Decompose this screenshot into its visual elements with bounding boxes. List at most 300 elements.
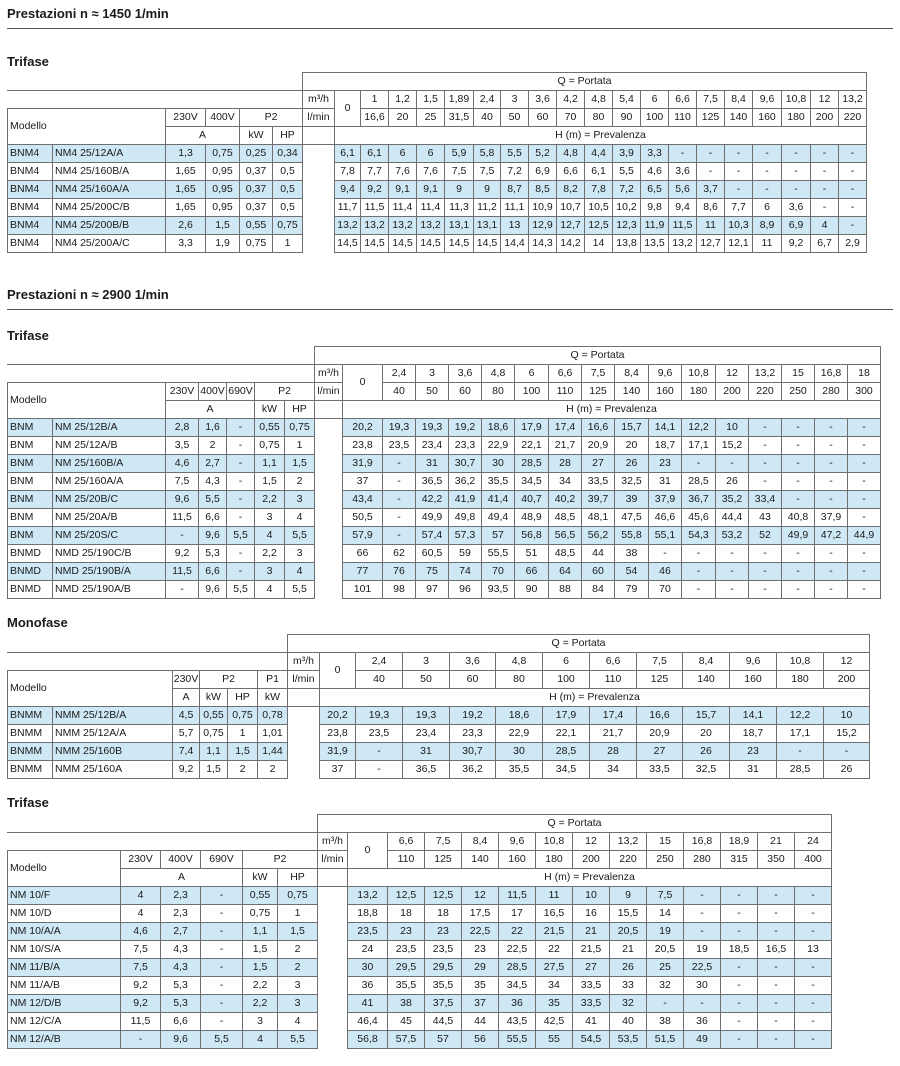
- flow-lmin-value: 220: [839, 109, 867, 127]
- head-value: 96: [449, 581, 482, 599]
- model-code: NM 10/D: [8, 905, 121, 923]
- electrical-value: 1,01: [258, 725, 288, 743]
- table-row: [8, 491, 881, 509]
- head-value: 10: [573, 887, 610, 905]
- head-value: 20,9: [582, 437, 615, 455]
- head-value: 8,5: [529, 181, 557, 199]
- electrical-value: 7,4: [173, 743, 200, 761]
- head-value: 14,5: [361, 235, 389, 253]
- flow-m3h-value: 2,4: [474, 91, 501, 109]
- head-value: 48,9: [515, 509, 549, 527]
- electrical-value: -: [227, 545, 255, 563]
- head-value: 45,6: [682, 509, 716, 527]
- flow-m3h-value: 4,8: [482, 365, 515, 383]
- head-value: 13,2: [389, 217, 417, 235]
- electrical-value: 2,6: [166, 217, 206, 235]
- electrical-value: 5,5: [201, 1031, 243, 1049]
- flow-lmin-value: 180: [782, 109, 811, 127]
- head-value: -: [782, 145, 811, 163]
- spacer-cell: [318, 1031, 348, 1049]
- model-code: BNM: [8, 527, 53, 545]
- head-value: 11: [536, 887, 573, 905]
- head-value: -: [777, 743, 824, 761]
- head-value: -: [782, 455, 815, 473]
- electrical-value: 0,75: [255, 437, 285, 455]
- head-value: 35,5: [482, 473, 515, 491]
- head-value: 7,5: [474, 163, 501, 181]
- electrical-value: 4: [278, 1013, 318, 1031]
- head-value: 90: [515, 581, 549, 599]
- flow-m3h-value: 9,6: [730, 653, 777, 671]
- head-value: 56,8: [348, 1031, 388, 1049]
- head-value: -: [815, 491, 848, 509]
- head-value: 11,1: [501, 199, 529, 217]
- head-value: -: [758, 977, 795, 995]
- model-code: BNM4: [8, 181, 53, 199]
- portata-header: Q = Portata: [315, 347, 881, 365]
- head-value: 19: [647, 923, 684, 941]
- head-value: -: [697, 163, 725, 181]
- flow-m3h-value: 10,8: [682, 365, 716, 383]
- head-value: 27,5: [536, 959, 573, 977]
- electrical-value: 4,3: [161, 941, 201, 959]
- model-code: NM 12/A/B: [8, 1031, 121, 1049]
- flow-m3h-value: 6,6: [669, 91, 697, 109]
- electrical-value: -: [201, 905, 243, 923]
- head-value: -: [758, 923, 795, 941]
- flow-m3h-value: 1,89: [445, 91, 474, 109]
- head-value: 9: [610, 887, 647, 905]
- head-value: 5,6: [669, 181, 697, 199]
- electrical-value: 4: [285, 563, 315, 581]
- head-value: -: [811, 163, 839, 181]
- voltage-230-header: 230V: [173, 671, 200, 689]
- head-value: 56,8: [515, 527, 549, 545]
- electrical-value: 2,2: [255, 491, 285, 509]
- spacer-cell: [315, 473, 343, 491]
- table-row: [8, 1031, 832, 1049]
- head-value: -: [839, 217, 867, 235]
- head-value: -: [824, 743, 870, 761]
- head-value: 12,1: [725, 235, 753, 253]
- spacer-cell: [315, 563, 343, 581]
- head-value: 22,1: [543, 725, 590, 743]
- electrical-value: 3: [278, 977, 318, 995]
- electrical-value: 0,25: [240, 145, 273, 163]
- electrical-value: 1,9: [206, 235, 240, 253]
- head-value: -: [383, 527, 416, 545]
- table-subtitle: Monofase: [7, 615, 68, 630]
- head-value: 56: [462, 1031, 499, 1049]
- flow-lmin-value: 80: [482, 383, 515, 401]
- head-value: -: [684, 887, 721, 905]
- section-divider: [7, 309, 893, 310]
- head-value: 19,3: [416, 419, 449, 437]
- head-value: 39: [615, 491, 649, 509]
- electrical-value: 3: [285, 545, 315, 563]
- head-value: -: [839, 181, 867, 199]
- head-value: 31,9: [320, 743, 356, 761]
- model-name: NMD 25/190C/B: [53, 545, 166, 563]
- head-value: 11,2: [474, 199, 501, 217]
- hp-unit-header: HP: [278, 869, 318, 887]
- flow-lmin-value: 400: [795, 851, 832, 869]
- head-value: 15,5: [610, 905, 647, 923]
- head-value: 23: [425, 923, 462, 941]
- electrical-value: 1: [285, 437, 315, 455]
- modello-header: Modello: [8, 671, 173, 707]
- electrical-value: 1: [228, 725, 258, 743]
- model-code: NM 11/B/A: [8, 959, 121, 977]
- model-code: BNMM: [8, 761, 53, 779]
- head-value: 23: [730, 743, 777, 761]
- head-value: 16,6: [637, 707, 683, 725]
- flow-m3h-value: 18,9: [721, 833, 758, 851]
- head-value: 28,5: [777, 761, 824, 779]
- head-value: -: [721, 905, 758, 923]
- electrical-value: 0,55: [240, 217, 273, 235]
- head-value: 51: [515, 545, 549, 563]
- head-value: 66: [515, 563, 549, 581]
- head-value: 49: [684, 1031, 721, 1049]
- head-value: 23,4: [403, 725, 450, 743]
- head-value: 9: [445, 181, 474, 199]
- electrical-value: 4: [285, 509, 315, 527]
- head-value: 28,5: [682, 473, 716, 491]
- head-value: 29: [462, 959, 499, 977]
- head-value: 5,5: [613, 163, 641, 181]
- electrical-value: 3,5: [166, 437, 199, 455]
- flow-lmin-value: 125: [582, 383, 615, 401]
- head-value: 33,4: [749, 491, 782, 509]
- unit-lmin-label: l/min: [318, 851, 348, 869]
- head-value: 44: [582, 545, 615, 563]
- head-value: 46,6: [649, 509, 682, 527]
- head-value: 5,8: [474, 145, 501, 163]
- head-value: 11,5: [361, 199, 389, 217]
- electrical-value: 5,5: [285, 527, 315, 545]
- head-value: 55,5: [499, 1031, 536, 1049]
- head-value: 34,5: [515, 473, 549, 491]
- head-value: 31,9: [343, 455, 383, 473]
- head-value: 14,5: [335, 235, 361, 253]
- spacer-cell: [315, 491, 343, 509]
- head-value: -: [697, 145, 725, 163]
- voltage-400-header: 400V: [206, 109, 240, 127]
- section-title: Prestazioni n ≈ 2900 1/min: [7, 287, 169, 302]
- head-value: -: [725, 163, 753, 181]
- flow-m3h-value: 7,5: [582, 365, 615, 383]
- head-value: 49,8: [449, 509, 482, 527]
- spacer-cell: [318, 887, 348, 905]
- table-row: [8, 437, 881, 455]
- table-subtitle: Trifase: [7, 328, 49, 343]
- model-name: NMD 25/190A/B: [53, 581, 166, 599]
- head-value: 26: [683, 743, 730, 761]
- head-value: 16,5: [758, 941, 795, 959]
- head-value: 44,4: [716, 509, 749, 527]
- head-value: -: [716, 455, 749, 473]
- electrical-value: 9,2: [121, 977, 161, 995]
- head-value: 57: [425, 1031, 462, 1049]
- flow-m3h-value: 13,2: [749, 365, 782, 383]
- electrical-value: 5,7: [173, 725, 200, 743]
- spacer-cell: [303, 163, 335, 181]
- electrical-value: 0,55: [255, 419, 285, 437]
- head-value: 11,7: [335, 199, 361, 217]
- flow-m3h-value: 10,8: [536, 833, 573, 851]
- head-value: 41,4: [482, 491, 515, 509]
- hp-unit-header: HP: [273, 127, 303, 145]
- electrical-value: 0,55: [243, 887, 278, 905]
- head-value: 40,7: [515, 491, 549, 509]
- head-value: 36,5: [403, 761, 450, 779]
- flow-lmin-value: 140: [615, 383, 649, 401]
- head-value: -: [684, 995, 721, 1013]
- electrical-value: 1,3: [166, 145, 206, 163]
- unit-m3h-label: m³/h: [288, 653, 320, 671]
- flow-lmin-value: 110: [388, 851, 425, 869]
- table-row: [8, 235, 867, 253]
- head-value: 12,5: [425, 887, 462, 905]
- head-value: 56,2: [582, 527, 615, 545]
- head-value: -: [848, 437, 881, 455]
- head-value: 34: [536, 977, 573, 995]
- head-value: 9,1: [417, 181, 445, 199]
- head-value: 6,9: [782, 217, 811, 235]
- p2-header: P2: [255, 383, 315, 401]
- electrical-value: 1,5: [200, 761, 228, 779]
- electrical-value: 3: [255, 563, 285, 581]
- model-name: NMM 25/12B/A: [53, 707, 173, 725]
- head-value: -: [669, 145, 697, 163]
- head-value: -: [716, 581, 749, 599]
- flow-lmin-value: 280: [684, 851, 721, 869]
- flow-m3h-value: 6,6: [549, 365, 582, 383]
- electrical-value: 5,5: [227, 527, 255, 545]
- head-value: 41,9: [449, 491, 482, 509]
- head-value: 34: [590, 761, 637, 779]
- head-value: 27: [573, 959, 610, 977]
- electrical-value: 7,5: [121, 959, 161, 977]
- head-value: 14,2: [557, 235, 585, 253]
- head-value: -: [795, 905, 832, 923]
- flow-lmin-value: 60: [450, 671, 496, 689]
- head-value: 9,2: [361, 181, 389, 199]
- spacer-cell: [315, 527, 343, 545]
- head-value: 12,9: [529, 217, 557, 235]
- head-value: 33,5: [573, 995, 610, 1013]
- model-name: NM 25/160B/A: [53, 455, 166, 473]
- model-code: BNM4: [8, 163, 53, 181]
- spacer-cell: [315, 437, 343, 455]
- head-value: 10,3: [725, 217, 753, 235]
- flow-m3h-value: 8,4: [462, 833, 499, 851]
- unit-m3h-label: m³/h: [315, 365, 343, 383]
- head-value: 18,7: [649, 437, 682, 455]
- electrical-value: -: [227, 563, 255, 581]
- head-value: -: [782, 163, 811, 181]
- head-value: 37,9: [649, 491, 682, 509]
- head-value: 11,4: [389, 199, 417, 217]
- head-value: 21,7: [549, 437, 582, 455]
- flow-m3h-value: 2,4: [383, 365, 416, 383]
- head-value: -: [815, 581, 848, 599]
- head-value: 35,5: [425, 977, 462, 995]
- head-value: 8,6: [697, 199, 725, 217]
- head-value: 64: [549, 563, 582, 581]
- head-value: 4,6: [641, 163, 669, 181]
- electrical-value: 2,8: [166, 419, 199, 437]
- head-value: 22,5: [462, 923, 499, 941]
- electrical-value: -: [201, 941, 243, 959]
- head-value: -: [815, 545, 848, 563]
- head-value: 31: [649, 473, 682, 491]
- head-value: 23,5: [388, 941, 425, 959]
- spacer-cell: [315, 581, 343, 599]
- electrical-value: -: [201, 923, 243, 941]
- head-value: -: [721, 887, 758, 905]
- head-value: 6,1: [585, 163, 613, 181]
- electrical-value: 2,3: [161, 887, 201, 905]
- model-code: BNMM: [8, 707, 53, 725]
- flow-lmin-value: 90: [613, 109, 641, 127]
- head-value: 30: [348, 959, 388, 977]
- spacer-cell: [318, 941, 348, 959]
- performance-table: [7, 814, 832, 1049]
- model-name: NM4 25/160B/A: [53, 163, 166, 181]
- model-name: NM4 25/12A/A: [53, 145, 166, 163]
- table-row: [8, 995, 832, 1013]
- flow-lmin-value: 160: [753, 109, 782, 127]
- head-value: -: [782, 545, 815, 563]
- electrical-value: 11,5: [121, 1013, 161, 1031]
- head-value: 88: [549, 581, 582, 599]
- head-value: 84: [582, 581, 615, 599]
- head-value: 26: [615, 455, 649, 473]
- flow-m3h-value: 3: [403, 653, 450, 671]
- head-value: 59: [449, 545, 482, 563]
- electrical-value: 0,75: [285, 419, 315, 437]
- head-value: 57,5: [388, 1031, 425, 1049]
- head-value: 6: [417, 145, 445, 163]
- flow-lmin-value: 315: [721, 851, 758, 869]
- head-value: -: [795, 959, 832, 977]
- table-subtitle: Trifase: [7, 795, 49, 810]
- head-value: 5,9: [445, 145, 474, 163]
- flow-lmin-value: 50: [416, 383, 449, 401]
- model-name: NM 25/12A/B: [53, 437, 166, 455]
- head-value: 10,5: [585, 199, 613, 217]
- electrical-value: 5,3: [199, 545, 227, 563]
- head-value: 48,1: [582, 509, 615, 527]
- flow-m3h-value: 1,5: [417, 91, 445, 109]
- head-value: 12: [462, 887, 499, 905]
- flow-lmin-value: 60: [529, 109, 557, 127]
- head-value: 9,1: [389, 181, 417, 199]
- head-value: 31: [730, 761, 777, 779]
- spacer-cell: [318, 959, 348, 977]
- head-value: 6,7: [811, 235, 839, 253]
- head-value: -: [782, 181, 811, 199]
- electrical-value: 1,65: [166, 181, 206, 199]
- flow-lmin-value: 31,5: [445, 109, 474, 127]
- electrical-value: 1,5: [228, 743, 258, 761]
- model-code: NM 12/D/B: [8, 995, 121, 1013]
- head-value: 70: [482, 563, 515, 581]
- head-value: 55,8: [615, 527, 649, 545]
- head-value: 41: [573, 1013, 610, 1031]
- head-value: -: [782, 473, 815, 491]
- electrical-value: 0,75: [243, 905, 278, 923]
- head-value: 21: [610, 941, 647, 959]
- modello-header: Modello: [8, 109, 166, 145]
- head-value: 17,4: [549, 419, 582, 437]
- head-value: 49,4: [482, 509, 515, 527]
- flow-m3h-value: 9,6: [753, 91, 782, 109]
- spacer-cell: [318, 923, 348, 941]
- electrical-value: -: [227, 437, 255, 455]
- flow-m3h-value: 8,4: [615, 365, 649, 383]
- head-value: 11,4: [417, 199, 445, 217]
- head-value: 7,5: [445, 163, 474, 181]
- model-code: BNM: [8, 509, 53, 527]
- electrical-value: 4,6: [166, 455, 199, 473]
- electrical-value: 4,6: [121, 923, 161, 941]
- head-value: 17,5: [462, 905, 499, 923]
- head-value: 31: [403, 743, 450, 761]
- head-value: 14,5: [445, 235, 474, 253]
- head-value: 32: [647, 977, 684, 995]
- head-value: 19: [684, 941, 721, 959]
- head-value: 12,7: [557, 217, 585, 235]
- head-value: 3,7: [697, 181, 725, 199]
- spacer-cell: [303, 217, 335, 235]
- electrical-value: 0,34: [273, 145, 303, 163]
- head-value: 32,5: [683, 761, 730, 779]
- electrical-value: 5,3: [161, 995, 201, 1013]
- head-value: 30: [496, 743, 543, 761]
- head-value: 17,9: [543, 707, 590, 725]
- head-value: 14,1: [730, 707, 777, 725]
- head-value: 9,4: [669, 199, 697, 217]
- head-value: 3,6: [782, 199, 811, 217]
- head-value: 41: [348, 995, 388, 1013]
- model-code: BNMD: [8, 545, 53, 563]
- voltage-230-header: 230V: [166, 109, 206, 127]
- head-value: 76: [383, 563, 416, 581]
- head-value: 18,8: [348, 905, 388, 923]
- zero-flow-cell: 0: [335, 91, 361, 127]
- electrical-value: 0,5: [273, 181, 303, 199]
- electrical-value: 1,5: [285, 455, 315, 473]
- spacer-cell: [288, 725, 320, 743]
- head-value: 3,6: [669, 163, 697, 181]
- electrical-value: -: [201, 959, 243, 977]
- flow-m3h-value: 3: [416, 365, 449, 383]
- head-value: 35,2: [716, 491, 749, 509]
- flow-m3h-value: 13,2: [610, 833, 647, 851]
- electrical-value: 1,6: [199, 419, 227, 437]
- voltage-690-header: 690V: [227, 383, 255, 401]
- head-value: 36: [684, 1013, 721, 1031]
- head-value: 18,5: [721, 941, 758, 959]
- head-value: -: [721, 995, 758, 1013]
- head-value: 16: [573, 905, 610, 923]
- table-row: [8, 473, 881, 491]
- electrical-value: 2,2: [243, 995, 278, 1013]
- head-value: -: [758, 905, 795, 923]
